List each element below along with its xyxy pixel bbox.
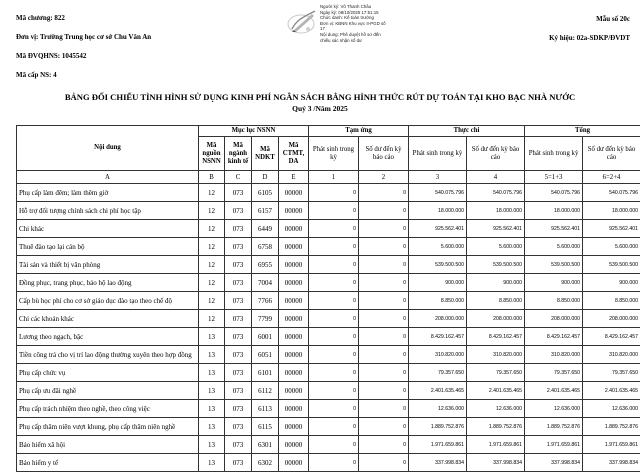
- column-code: A: [17, 171, 199, 184]
- table-row: [17, 328, 640, 346]
- cell-sd-tam-ung: 0: [359, 220, 409, 238]
- column-code: 6=2+4: [583, 171, 640, 184]
- col-thuc-chi: Thực chi: [409, 126, 525, 137]
- row-description: Bảo hiểm y tế: [17, 454, 199, 472]
- cell-ma-nganh: 073: [225, 220, 252, 238]
- table-row: [17, 346, 640, 364]
- cell-ma-ndkt: 6001: [252, 328, 279, 346]
- cell-ps-thuc-chi: 208.000.000: [409, 310, 467, 328]
- cell-ps-tam-ung: 0: [309, 346, 359, 364]
- table-row: [17, 220, 640, 238]
- cell-ma-nguon: 13: [199, 346, 225, 364]
- table-row: [17, 202, 640, 220]
- cell-ps-tam-ung: 0: [309, 274, 359, 292]
- cell-ma-ctmt: 00000: [279, 454, 309, 472]
- cell-sd-thuc-chi: 1.889.752.876: [467, 418, 525, 436]
- cell-sd-tam-ung: 0: [359, 328, 409, 346]
- cell-ma-ctmt: 00000: [279, 220, 309, 238]
- cell-ma-ctmt: 00000: [279, 346, 309, 364]
- cell-sd-thuc-chi: 540.075.796: [467, 184, 525, 202]
- row-description: Tài sản và thiết bị văn phòng: [17, 256, 199, 274]
- cell-sd-tong: 5.600.000: [583, 238, 640, 256]
- cell-ma-ctmt: 00000: [279, 238, 309, 256]
- cell-ma-nguon: 12: [199, 292, 225, 310]
- cell-ma-ctmt: 00000: [279, 274, 309, 292]
- col-noi-dung: Nội dung: [17, 126, 199, 171]
- table-row: [17, 184, 640, 202]
- cell-sd-tong: 18.000.000: [583, 202, 640, 220]
- cell-ma-nganh: 073: [225, 238, 252, 256]
- cell-sd-tam-ung: 0: [359, 436, 409, 454]
- column-code: 4: [467, 171, 525, 184]
- signature-line: Đơn vị: KBNN Khu vực II-PGD số: [320, 21, 386, 27]
- table-row: [17, 238, 640, 256]
- cell-sd-tam-ung: 0: [359, 310, 409, 328]
- cell-sd-tong: 12.636.000: [583, 400, 640, 418]
- cell-sd-thuc-chi: 12.636.000: [467, 400, 525, 418]
- cell-ma-ndkt: 6101: [252, 364, 279, 382]
- cell-ps-thuc-chi: 18.000.000: [409, 202, 467, 220]
- col-ps-tam-ung: Phát sinh trong kỳ: [309, 137, 359, 171]
- cell-ps-tong: 540.075.796: [525, 184, 583, 202]
- cell-ma-ndkt: 6157: [252, 202, 279, 220]
- table-row: [17, 382, 640, 400]
- cell-sd-tam-ung: 0: [359, 382, 409, 400]
- digital-signature: [286, 3, 396, 47]
- cell-sd-tam-ung: 0: [359, 274, 409, 292]
- cell-sd-tam-ung: 0: [359, 400, 409, 418]
- col-ma-nganh: Mã ngành kinh tế: [225, 137, 252, 171]
- cell-ps-thuc-chi: 5.600.000: [409, 238, 467, 256]
- cell-sd-tam-ung: 0: [359, 454, 409, 472]
- cell-ps-tam-ung: 0: [309, 328, 359, 346]
- cell-ps-thuc-chi: 539.500.500: [409, 256, 467, 274]
- cell-ma-nganh: 073: [225, 418, 252, 436]
- row-description: Cấp bù học phí cho cơ sở giáo dục đào tạo theo chế độ: [17, 292, 199, 310]
- cell-ma-ctmt: 00000: [279, 292, 309, 310]
- cell-ps-tong: 310.820.000: [525, 346, 583, 364]
- cell-sd-tam-ung: 0: [359, 418, 409, 436]
- cell-ps-thuc-chi: 540.075.796: [409, 184, 467, 202]
- col-muc-luc: Mục lục NSNN: [199, 126, 309, 137]
- cell-ps-tam-ung: 0: [309, 256, 359, 274]
- row-description: Hỗ trợ đối tượng chính sách chi phí học tập: [17, 202, 199, 220]
- cell-ma-nguon: 13: [199, 454, 225, 472]
- cell-ma-ndkt: 6302: [252, 454, 279, 472]
- cell-ps-thuc-chi: 8.850.000: [409, 292, 467, 310]
- row-description: Thuê đào tạo lại cán bộ: [17, 238, 199, 256]
- table-row: [17, 364, 640, 382]
- table-row: [17, 400, 640, 418]
- cell-ma-ctmt: 00000: [279, 400, 309, 418]
- cell-sd-tong: 540.075.796: [583, 184, 640, 202]
- col-ma-nguon: Mã nguồn NSNN: [199, 137, 225, 171]
- cell-ma-ndkt: 6115: [252, 418, 279, 436]
- cell-sd-tong: 8.429.162.457: [583, 328, 640, 346]
- cell-ps-tam-ung: 0: [309, 310, 359, 328]
- column-code: 3: [409, 171, 467, 184]
- cell-ma-nguon: 13: [199, 418, 225, 436]
- cell-ps-tam-ung: 0: [309, 418, 359, 436]
- table-row: [17, 454, 640, 472]
- signature-line: Chức danh: Kế toán trưởng: [320, 15, 386, 21]
- row-description: Chi khác: [17, 220, 199, 238]
- cell-ma-nguon: 12: [199, 310, 225, 328]
- cell-ma-nganh: 073: [225, 274, 252, 292]
- cell-sd-thuc-chi: 5.600.000: [467, 238, 525, 256]
- cell-ma-nganh: 073: [225, 436, 252, 454]
- cell-ma-ndkt: 6112: [252, 382, 279, 400]
- report-period: Quý 3 /Năm 2025: [0, 104, 640, 113]
- cell-sd-tam-ung: 0: [359, 346, 409, 364]
- cell-sd-tam-ung: 0: [359, 184, 409, 202]
- col-sd-tam-ung: Số dư đến kỳ báo cáo: [359, 137, 409, 171]
- cell-sd-tong: 310.820.000: [583, 346, 640, 364]
- cell-ma-ndkt: 6449: [252, 220, 279, 238]
- cell-sd-tam-ung: 0: [359, 202, 409, 220]
- cell-sd-tam-ung: 0: [359, 256, 409, 274]
- cell-ma-ctmt: 00000: [279, 436, 309, 454]
- cell-sd-tam-ung: 0: [359, 364, 409, 382]
- cell-sd-tong: 1.971.659.861: [583, 436, 640, 454]
- cell-sd-tong: 79.357.650: [583, 364, 640, 382]
- column-code: 1: [309, 171, 359, 184]
- cell-ps-tong: 1.889.752.876: [525, 418, 583, 436]
- cell-ps-thuc-chi: 1.889.752.876: [409, 418, 467, 436]
- cell-ma-ctmt: 00000: [279, 256, 309, 274]
- col-ma-ndkt: Mã NDKT: [252, 137, 279, 171]
- cell-ma-ndkt: 6113: [252, 400, 279, 418]
- cell-sd-tong: 8.850.000: [583, 292, 640, 310]
- signature-text: [320, 4, 386, 43]
- cell-sd-tam-ung: 0: [359, 292, 409, 310]
- table-row: [17, 256, 640, 274]
- table-row: [17, 436, 640, 454]
- row-description: Đồng phục, trang phục, bảo hộ lao động: [17, 274, 199, 292]
- cell-sd-tong: 2.401.635.465: [583, 382, 640, 400]
- cell-ma-nguon: 12: [199, 202, 225, 220]
- cell-ma-ctmt: 00000: [279, 418, 309, 436]
- cell-ma-nganh: 073: [225, 346, 252, 364]
- cell-ma-nganh: 073: [225, 202, 252, 220]
- cell-ma-ndkt: 6105: [252, 184, 279, 202]
- row-description: Phụ cấp ưu đãi nghề: [17, 382, 199, 400]
- column-code: B: [199, 171, 225, 184]
- col-sd-tong: Số dư đến kỳ báo cáo: [583, 137, 640, 171]
- cell-ma-nguon: 13: [199, 382, 225, 400]
- cell-ps-tam-ung: 0: [309, 364, 359, 382]
- cell-ma-ndkt: 6301: [252, 436, 279, 454]
- header-left: [16, 15, 151, 91]
- cell-ps-tam-ung: 0: [309, 202, 359, 220]
- mau-so: Mẫu số 20c: [549, 15, 630, 26]
- cell-sd-thuc-chi: 337.998.834: [467, 454, 525, 472]
- col-ma-ctmt: Mã CTMT, DA: [279, 137, 309, 171]
- col-sd-thuc-chi: Số dư đến kỳ báo cáo: [467, 137, 525, 171]
- cell-ma-ndkt: 7004: [252, 274, 279, 292]
- col-tong: Tổng: [525, 126, 640, 137]
- cell-sd-tam-ung: 0: [359, 238, 409, 256]
- cell-sd-thuc-chi: 1.971.659.861: [467, 436, 525, 454]
- header-right: [549, 15, 630, 53]
- table-body: [17, 184, 640, 472]
- cell-ps-tam-ung: 0: [309, 454, 359, 472]
- cell-sd-thuc-chi: 208.000.000: [467, 310, 525, 328]
- cell-ps-thuc-chi: 900.000: [409, 274, 467, 292]
- cell-ps-thuc-chi: 12.636.000: [409, 400, 467, 418]
- column-code: 2: [359, 171, 409, 184]
- col-ps-thuc-chi: Phát sinh trong kỳ: [409, 137, 467, 171]
- signature-line: Ngày ký: 08/10/2025 17:51:15: [320, 10, 386, 16]
- cell-ps-tong: 900.000: [525, 274, 583, 292]
- signature-line: chiếu xác nhận số dư: [320, 38, 386, 44]
- cell-ps-thuc-chi: 337.998.834: [409, 454, 467, 472]
- cell-ps-tam-ung: 0: [309, 184, 359, 202]
- cell-ma-nganh: 073: [225, 400, 252, 418]
- cell-sd-tong: 539.500.500: [583, 256, 640, 274]
- row-description: Bảo hiểm xã hội: [17, 436, 199, 454]
- cell-ps-tong: 5.600.000: [525, 238, 583, 256]
- cell-sd-thuc-chi: 310.820.000: [467, 346, 525, 364]
- cell-ma-nguon: 13: [199, 400, 225, 418]
- row-description: Phụ cấp làm đêm; làm thêm giờ: [17, 184, 199, 202]
- cell-ps-thuc-chi: 925.562.401: [409, 220, 467, 238]
- row-description: Tiền công trả cho vị trí lao động thường xuyên theo hợp đồng: [17, 346, 199, 364]
- cell-sd-tong: 208.000.000: [583, 310, 640, 328]
- cell-ma-nganh: 073: [225, 328, 252, 346]
- cell-ma-nganh: 073: [225, 382, 252, 400]
- cell-sd-thuc-chi: 8.850.000: [467, 292, 525, 310]
- cell-ma-nguon: 13: [199, 436, 225, 454]
- col-ps-tong: Phát sinh trong kỳ: [525, 137, 583, 171]
- cell-ps-tong: 12.636.000: [525, 400, 583, 418]
- cell-ps-tong: 337.998.834: [525, 454, 583, 472]
- cell-ma-nganh: 073: [225, 364, 252, 382]
- row-description: Phụ cấp thâm niên vượt khung, phụ cấp thâm niên nghề: [17, 418, 199, 436]
- cell-ps-tam-ung: 0: [309, 382, 359, 400]
- cell-sd-tong: 925.562.401: [583, 220, 640, 238]
- cell-ps-tong: 2.401.635.465: [525, 382, 583, 400]
- cell-ps-thuc-chi: 1.971.659.861: [409, 436, 467, 454]
- report-title: BẢNG ĐỐI CHIẾU TÌNH HÌNH SỬ DỤNG KINH PHÍ NGÂN SÁCH BẰNG HÌNH THỨC RÚT DỰ TOÁN TẠI KHO BẠC NHÀ NƯỚC: [0, 92, 640, 102]
- cell-ps-tam-ung: 0: [309, 292, 359, 310]
- cell-ma-nguon: 12: [199, 220, 225, 238]
- cell-ma-nganh: 073: [225, 256, 252, 274]
- ma-chuong: Mã chương: 822: [16, 15, 151, 26]
- signature-line: 17: [320, 26, 386, 32]
- cell-ma-ctmt: 00000: [279, 184, 309, 202]
- row-description: Phụ cấp trách nhiệm theo nghề, theo công việc: [17, 400, 199, 418]
- cell-ps-tong: 208.000.000: [525, 310, 583, 328]
- don-vi: Đơn vị: Trường Trung học cơ sở Chu Văn An: [16, 34, 151, 45]
- cell-ps-tam-ung: 0: [309, 400, 359, 418]
- cell-sd-thuc-chi: 8.429.162.457: [467, 328, 525, 346]
- cell-ma-nguon: 13: [199, 364, 225, 382]
- cell-ps-tong: 539.500.500: [525, 256, 583, 274]
- cell-ma-ndkt: 6955: [252, 256, 279, 274]
- cell-sd-thuc-chi: 79.357.650: [467, 364, 525, 382]
- cell-ma-nguon: 12: [199, 238, 225, 256]
- table-row: [17, 274, 640, 292]
- cell-sd-tong: 1.889.752.876: [583, 418, 640, 436]
- cell-ma-ndkt: 7799: [252, 310, 279, 328]
- ky-hieu: Ký hiệu: 02a-SDKP/ĐVDT: [549, 34, 630, 45]
- row-description: Chi các khoản khác: [17, 310, 199, 328]
- cell-ps-tam-ung: 0: [309, 238, 359, 256]
- ma-cap-ns: Mã cấp NS: 4: [16, 72, 151, 83]
- cell-ma-nganh: 073: [225, 292, 252, 310]
- cell-sd-tong: 337.998.834: [583, 454, 640, 472]
- column-code: 5=1+3: [525, 171, 583, 184]
- row-description: Lương theo ngạch, bậc: [17, 328, 199, 346]
- cell-ps-thuc-chi: 8.429.162.457: [409, 328, 467, 346]
- column-code-row: [17, 171, 640, 184]
- header-row-1: [17, 126, 640, 137]
- column-code: D: [252, 171, 279, 184]
- ma-dvqhns: Mã ĐVQHNS: 1045542: [16, 53, 151, 64]
- cell-ma-nguon: 13: [199, 328, 225, 346]
- cell-ma-ndkt: 6051: [252, 346, 279, 364]
- cell-ma-ctmt: 00000: [279, 382, 309, 400]
- cell-ma-ctmt: 00000: [279, 202, 309, 220]
- table-row: [17, 310, 640, 328]
- table-row: [17, 292, 640, 310]
- cell-sd-thuc-chi: 2.401.635.465: [467, 382, 525, 400]
- cell-ma-nganh: 073: [225, 310, 252, 328]
- col-tam-ung: Tạm ứng: [309, 126, 409, 137]
- cell-ps-tong: 8.850.000: [525, 292, 583, 310]
- column-code: E: [279, 171, 309, 184]
- cell-ma-nganh: 073: [225, 454, 252, 472]
- cell-sd-thuc-chi: 539.500.500: [467, 256, 525, 274]
- signature-line: Nội dung: Phê duyệt hồ sơ đến: [320, 32, 386, 38]
- cell-ps-tong: 8.429.162.457: [525, 328, 583, 346]
- cell-sd-thuc-chi: 18.000.000: [467, 202, 525, 220]
- cell-ma-ctmt: 00000: [279, 364, 309, 382]
- cell-ps-thuc-chi: 310.820.000: [409, 346, 467, 364]
- cell-ma-ctmt: 00000: [279, 310, 309, 328]
- cell-ma-nguon: 12: [199, 256, 225, 274]
- cell-ps-tam-ung: 0: [309, 436, 359, 454]
- cell-ps-thuc-chi: 2.401.635.465: [409, 382, 467, 400]
- reconciliation-table: [16, 125, 640, 472]
- cell-ma-nganh: 073: [225, 184, 252, 202]
- cell-ps-thuc-chi: 79.357.650: [409, 364, 467, 382]
- signature-logo-icon: [286, 7, 320, 37]
- cell-ps-tong: 925.562.401: [525, 220, 583, 238]
- cell-ps-tong: 18.000.000: [525, 202, 583, 220]
- cell-ps-tam-ung: 0: [309, 220, 359, 238]
- cell-ma-nguon: 12: [199, 184, 225, 202]
- cell-sd-tong: 900.000: [583, 274, 640, 292]
- row-description: Phụ cấp chức vụ: [17, 364, 199, 382]
- cell-sd-thuc-chi: 925.562.401: [467, 220, 525, 238]
- cell-ma-nguon: 12: [199, 274, 225, 292]
- cell-ma-ndkt: 6758: [252, 238, 279, 256]
- cell-ma-ctmt: 00000: [279, 328, 309, 346]
- table-row: [17, 418, 640, 436]
- signature-line: Người ký: Võ Thanh Châu: [320, 4, 386, 10]
- cell-ma-ndkt: 7766: [252, 292, 279, 310]
- cell-ps-tong: 1.971.659.861: [525, 436, 583, 454]
- column-code: C: [225, 171, 252, 184]
- cell-sd-thuc-chi: 900.000: [467, 274, 525, 292]
- cell-ps-tong: 79.357.650: [525, 364, 583, 382]
